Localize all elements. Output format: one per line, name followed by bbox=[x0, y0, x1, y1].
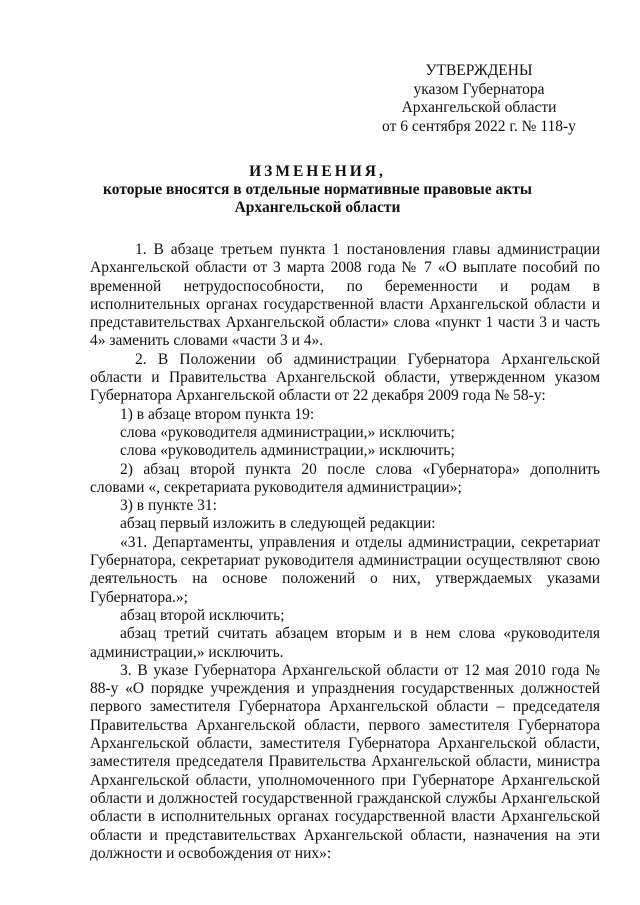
paragraph-subitem-3: 3) в пункте 31: bbox=[120, 497, 217, 515]
approval-line-region: Архангельской области bbox=[401, 99, 557, 116]
paragraph-subitem-1: 1) в абзаце втором пункта 19: bbox=[120, 405, 315, 423]
approval-line-decree: указом Губернатора bbox=[413, 80, 545, 98]
paragraph-first-abzac: абзац первый изложить в следующей редакции: bbox=[120, 515, 436, 533]
paragraph-subitem-2: 2) абзац второй пункта 20 после слова «Губернатора» дополнить словами «, секретариата руководителя администрации»; bbox=[90, 460, 600, 496]
paragraph-item-2: 2. В Положении об администрации Губернатора Архангельской области и Правительства Архангельской области, утвержденном указом Губернатора Архангельской области от 22 декабря 2009 года № 58-у: bbox=[90, 350, 600, 405]
title-subtitle-line1: которые вносятся в отдельные нормативные правовые акты bbox=[103, 181, 532, 198]
paragraph-words-1: слова «руководителя администрации,» исключить; bbox=[120, 423, 455, 441]
paragraph-quote-31: «31. Департаменты, управления и отделы администрации, секретариат Губернатора, секретариат руководителя администрации осуществляют свою деятельность на основе положений о них, утверждаемых указами Губернатора.»; bbox=[90, 533, 600, 606]
title-subtitle-line2: Архангельской области bbox=[234, 199, 401, 216]
approval-line-date: от 6 сентября 2022 г. № 118-у bbox=[382, 117, 576, 135]
approval-line-approved: УТВЕРЖДЕНЫ bbox=[425, 62, 533, 79]
page-title: ИЗМЕНЕНИЯ, bbox=[249, 163, 386, 180]
paragraph-words-2: слова «руководитель администрации,» исключить; bbox=[120, 442, 455, 460]
paragraph-third-abzac: абзац третий считать абзацем вторым и в нем слова «руководителя администрации,» исключить. bbox=[90, 625, 600, 661]
paragraph-item-3: 3. В указе Губернатора Архангельской области от 12 мая 2010 года № 88-у «О порядке учреждения и упразднения государственных должностей первого заместителя Губернатора Архангельской области – председателя Правительства Архангельской области, первого заместителя Губернатора Архангельской области, заместителя Губернатора Архангельской области, заместителя председателя Правительства Архангельской области, министра Архангельской области, уполномоченного при Губернаторе Архангельской области и должностей государственной гражданской службы Архангельской области в исполнительных органах государственной власти Архангельской области и представительствах Архангельской области, назначения на эти должности и освобождения от них»: bbox=[90, 661, 600, 862]
document-title bbox=[90, 163, 545, 217]
document-body bbox=[90, 241, 600, 863]
paragraph-item-1: 1. В абзаце третьем пункта 1 постановления главы администрации Архангельской области от 3 марта 2008 года № 7 «О выплате пособий по временной нетрудоспособности, по беременности и родам в исполнительных органах государственной власти Архангельской области и представительствах Архангельской области» слова «пункт 1 части 3 и часть 4» заменить словами «части 3 и 4». bbox=[90, 241, 600, 350]
approval-stamp bbox=[378, 62, 580, 136]
paragraph-second-abzac: абзац второй исключить; bbox=[120, 606, 285, 624]
